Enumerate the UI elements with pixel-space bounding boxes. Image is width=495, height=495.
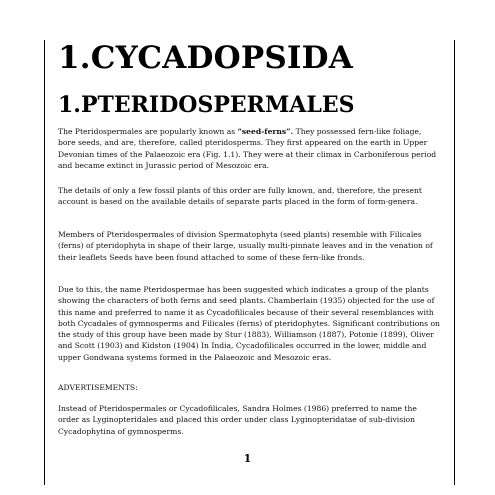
paragraph-members: Members of Pteridospermales of division Spermatophyta (seed plants) resemble with Filicales (ferns) of pteridophyta in shape of their large, usually multi-pinnate leaves and in the venation of their leaflets Seeds have been found attached to some of these fern-like fronds. (58, 230, 433, 262)
section-heading: 1.PTERIDOSPERMALES (58, 92, 355, 118)
paragraph-intro-text-end: They possessed fern-like foliage, bore seeds, and are, therefore, called pteridosperms. They first appeared on the earth in Upper Devonian times of the Palaeozoic era (Fig. 1.1). They were at their climax in Carboniferous period and became extinct in Jurassic period of Mesozoic era. (58, 127, 437, 170)
page-number: 1 (243, 452, 252, 465)
paragraph-nomenclature: Due to this, the name Pteridospermae has been suggested which indicates a group of the plants showing the characters of both ferns and seed plants. Chamberlain (1935) objected for the use of this name and preferred to name it as Cycadofilicales because of their several resemblances with both Cycadales of gymnosperms and Filicales (ferns) of pteridophytes. Significant contributions on the study of this group have been made by Stur (1883), Williamson (1887), Potonie (1899), Oliver and Scott (1903) and Kidston (1904) In India, Cycadofilicales occurred in the lower, middle and upper Gondwana systems formed in the Palaeozoic and Mesozoic eras. (58, 285, 440, 362)
paragraph-intro-text-start: The Pteridospermales are popularly known as (58, 127, 238, 136)
paragraph-details: The details of only a few fossil plants of this order are fully known, and, therefore, the present account is based on the available details of separate parts placed in the form of form-genera. (58, 186, 422, 207)
seed-ferns-term: “seed-ferns”. (237, 127, 294, 136)
chapter-heading: 1.CYCADOPSIDA (58, 40, 353, 76)
paragraph-classification: Instead of Pteridospermales or Cycadofilicales, Sandra Holmes (1986) preferred to name the order as Lyginopteridales and placed this order under class Lyginopteridatae of sub-division Cycadophytina of gymnosperms. (58, 404, 417, 436)
paragraph-intro (58, 126, 440, 171)
advertisements-label: ADVERTISEMENTS: (58, 383, 138, 392)
